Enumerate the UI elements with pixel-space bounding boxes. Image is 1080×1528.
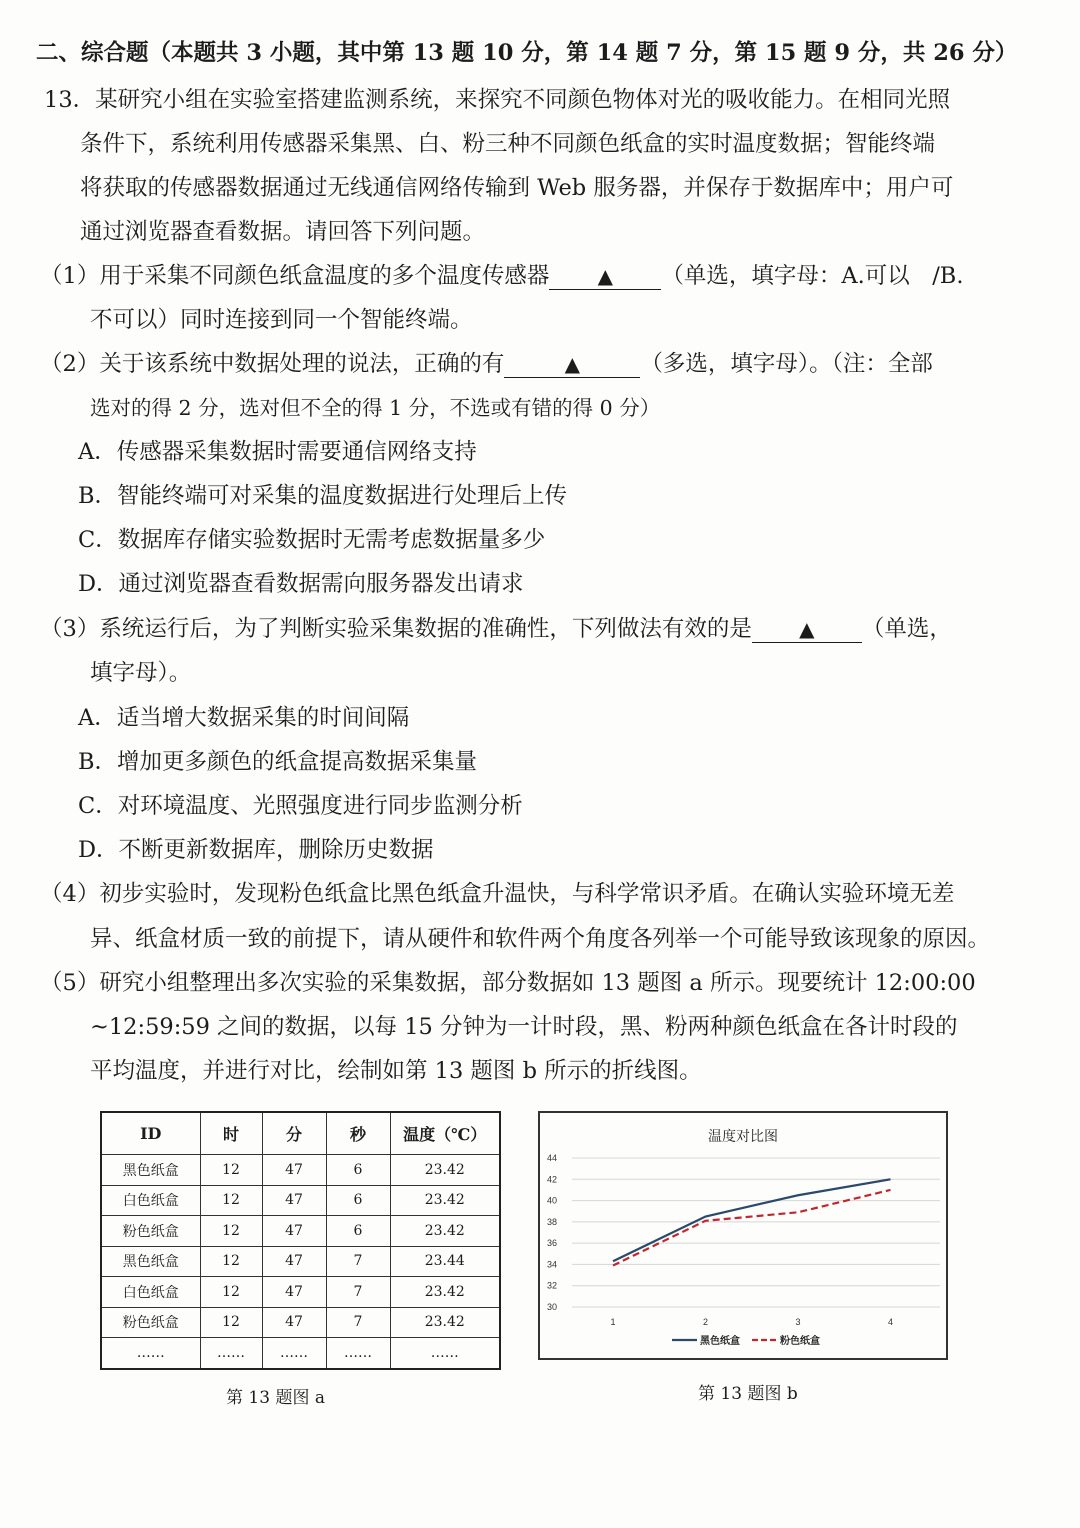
subq1-text: （1）用于采集不同颜色纸盒温度的多个温度传感器: [40, 263, 550, 289]
chart-title: 温度对比图: [708, 1128, 778, 1144]
subq2-hint: （多选，填字母）。（注：全部: [640, 351, 933, 377]
cell-hour: 12: [200, 1185, 262, 1216]
answer-blank-1[interactable]: [549, 263, 661, 290]
section-header: 二、综合题（本题共 3 小题，其中第 13 题 10 分，第 14 题 7 分，第 15 题 9 分，共 26 分）: [36, 40, 1018, 66]
subq2-note: 选对的得 2 分，选对但不全的得 1 分，不选或有错的得 0 分）: [90, 396, 661, 420]
header-temperature: 温度（℃）: [390, 1112, 500, 1155]
series-line-pink-box: [613, 1190, 891, 1266]
q13-stem-line: 条件下，系统利用传感器采集黑、白、粉三种不同颜色纸盒的实时温度数据；智能终端: [80, 131, 936, 157]
cell-hour: 12: [200, 1277, 262, 1308]
subq2-line: [40, 349, 933, 379]
y-tick-label: 30: [546, 1302, 557, 1312]
cell-second: 6: [326, 1216, 390, 1247]
subq3-continuation: 填字母）。: [90, 660, 192, 686]
cell-minute: 47: [262, 1277, 326, 1308]
cell-hour: 12: [200, 1246, 262, 1277]
cell-id: 粉色纸盒: [101, 1307, 200, 1338]
temperature-chart: [538, 1111, 948, 1360]
subq1-hint: （单选，填字母：A.可以 /B.: [661, 263, 964, 289]
cell-second: 6: [326, 1155, 390, 1186]
y-tick-label: 32: [546, 1280, 557, 1291]
y-tick-label: 36: [546, 1238, 557, 1249]
q13-stem-line: 将获取的传感器数据通过无线通信网络传输到 Web 服务器，并保存于数据库中；用户可: [80, 175, 954, 201]
option-d: D．通过浏览器查看数据需向服务器发出请求: [78, 571, 524, 597]
cell-minute: 47: [262, 1307, 326, 1338]
y-tick-label: 40: [546, 1195, 557, 1206]
subq3-hint: （单选，: [861, 616, 952, 642]
cell-hour: 12: [200, 1155, 262, 1186]
header-hour: 时: [200, 1112, 262, 1155]
legend-label: 黑色纸盒: [700, 1336, 740, 1347]
header-id: ID: [101, 1112, 200, 1155]
subq3-text: （3）系统运行后，为了判断实验采集数据的准确性，下列做法有效的是: [40, 616, 752, 642]
cell-id: ……: [101, 1338, 200, 1369]
chart-canvas: [540, 1113, 946, 1358]
x-tick-label: 4: [887, 1317, 894, 1327]
answer-blank-2[interactable]: [504, 351, 640, 378]
cell-second: 7: [326, 1277, 390, 1308]
subq5-line: （5）研究小组整理出多次实验的采集数据，部分数据如 13 题图 a 所示。现要统计 12:00:00: [40, 970, 976, 996]
cell-temperature: 23.42: [390, 1307, 500, 1338]
option-a: A．适当增大数据采集的时间间隔: [78, 705, 410, 731]
cell-second: 6: [326, 1185, 390, 1216]
cell-minute: 47: [262, 1246, 326, 1277]
header-second: 秒: [326, 1112, 390, 1155]
triangle-marker: ▲: [564, 352, 581, 376]
option-c: C．对环境温度、光照强度进行同步监测分析: [78, 793, 523, 819]
cell-temperature: 23.42: [390, 1277, 500, 1308]
table-caption: 第 13 题图 a: [226, 1388, 325, 1408]
answer-blank-3[interactable]: [752, 616, 862, 643]
table-row: [101, 1155, 500, 1186]
table-header-row: [101, 1112, 500, 1155]
triangle-marker: ▲: [597, 264, 614, 288]
cell-minute: 47: [262, 1216, 326, 1247]
cell-minute: 47: [262, 1185, 326, 1216]
subq5-line: 平均温度，并进行对比，绘制如第 13 题图 b 所示的折线图。: [90, 1058, 702, 1084]
cell-temperature: ……: [390, 1338, 500, 1369]
header-minute: 分: [262, 1112, 326, 1155]
y-tick-label: 44: [546, 1153, 557, 1163]
subq5-line: ~12:59:59 之间的数据，以每 15 分钟为一计时段，黑、粉两种颜色纸盒在各计时段的: [90, 1014, 958, 1040]
triangle-marker: ▲: [799, 617, 815, 641]
table-row: [101, 1338, 500, 1369]
cell-second: 7: [326, 1246, 390, 1277]
cell-hour: ……: [200, 1338, 262, 1369]
table-row: [101, 1277, 500, 1308]
table-row: [101, 1216, 500, 1247]
x-tick-label: 2: [702, 1317, 709, 1327]
option-d: D．不断更新数据库，删除历史数据: [78, 837, 434, 863]
cell-hour: 12: [200, 1307, 262, 1338]
cell-temperature: 23.42: [390, 1216, 500, 1247]
series-line-black-box: [613, 1179, 891, 1261]
subq2-text: （2）关于该系统中数据处理的说法，正确的有: [40, 351, 505, 377]
chart-caption: 第 13 题图 b: [698, 1384, 798, 1404]
y-tick-label: 34: [546, 1259, 557, 1270]
legend-label: 粉色纸盒: [780, 1336, 820, 1347]
table-row: [101, 1185, 500, 1216]
subq3-line: [40, 614, 952, 644]
cell-minute: 47: [262, 1155, 326, 1186]
subq1-line: [40, 261, 964, 291]
option-a: A．传感器采集数据时需要通信网络支持: [78, 439, 477, 465]
subq4-line: （4）初步实验时，发现粉色纸盒比黑色纸盒升温快，与科学常识矛盾。在确认实验环境无差: [40, 881, 955, 907]
data-table: [100, 1111, 501, 1370]
subq1-continuation: 不可以）同时连接到同一个智能终端。: [90, 307, 473, 333]
cell-temperature: 23.44: [390, 1246, 500, 1277]
cell-id: 黑色纸盒: [101, 1246, 200, 1277]
x-tick-label: 1: [610, 1317, 616, 1327]
cell-second: 7: [326, 1307, 390, 1338]
y-tick-label: 42: [546, 1174, 557, 1185]
cell-second: ……: [326, 1338, 390, 1369]
q13-stem-line: 13．某研究小组在实验室搭建监测系统，来探究不同颜色物体对光的吸收能力。在相同光照: [44, 87, 951, 113]
x-tick-label: 3: [795, 1317, 801, 1327]
table-row: [101, 1246, 500, 1277]
cell-id: 白色纸盒: [101, 1277, 200, 1308]
cell-minute: ……: [262, 1338, 326, 1369]
subq4-line: 异、纸盒材质一致的前提下，请从硬件和软件两个角度各列举一个可能导致该现象的原因。: [90, 926, 991, 952]
y-tick-label: 38: [546, 1216, 557, 1227]
cell-temperature: 23.42: [390, 1185, 500, 1216]
cell-id: 白色纸盒: [101, 1185, 200, 1216]
cell-hour: 12: [200, 1216, 262, 1247]
q13-stem-line: 通过浏览器查看数据。请回答下列问题。: [80, 219, 486, 245]
option-c: C．数据库存储实验数据时无需考虑数据量多少: [78, 527, 546, 553]
cell-id: 黑色纸盒: [101, 1155, 200, 1186]
cell-id: 粉色纸盒: [101, 1216, 200, 1247]
cell-temperature: 23.42: [390, 1155, 500, 1186]
option-b: B．智能终端可对采集的温度数据进行处理后上传: [78, 483, 568, 509]
option-b: B．增加更多颜色的纸盒提高数据采集量: [78, 749, 478, 775]
table-row: [101, 1307, 500, 1338]
